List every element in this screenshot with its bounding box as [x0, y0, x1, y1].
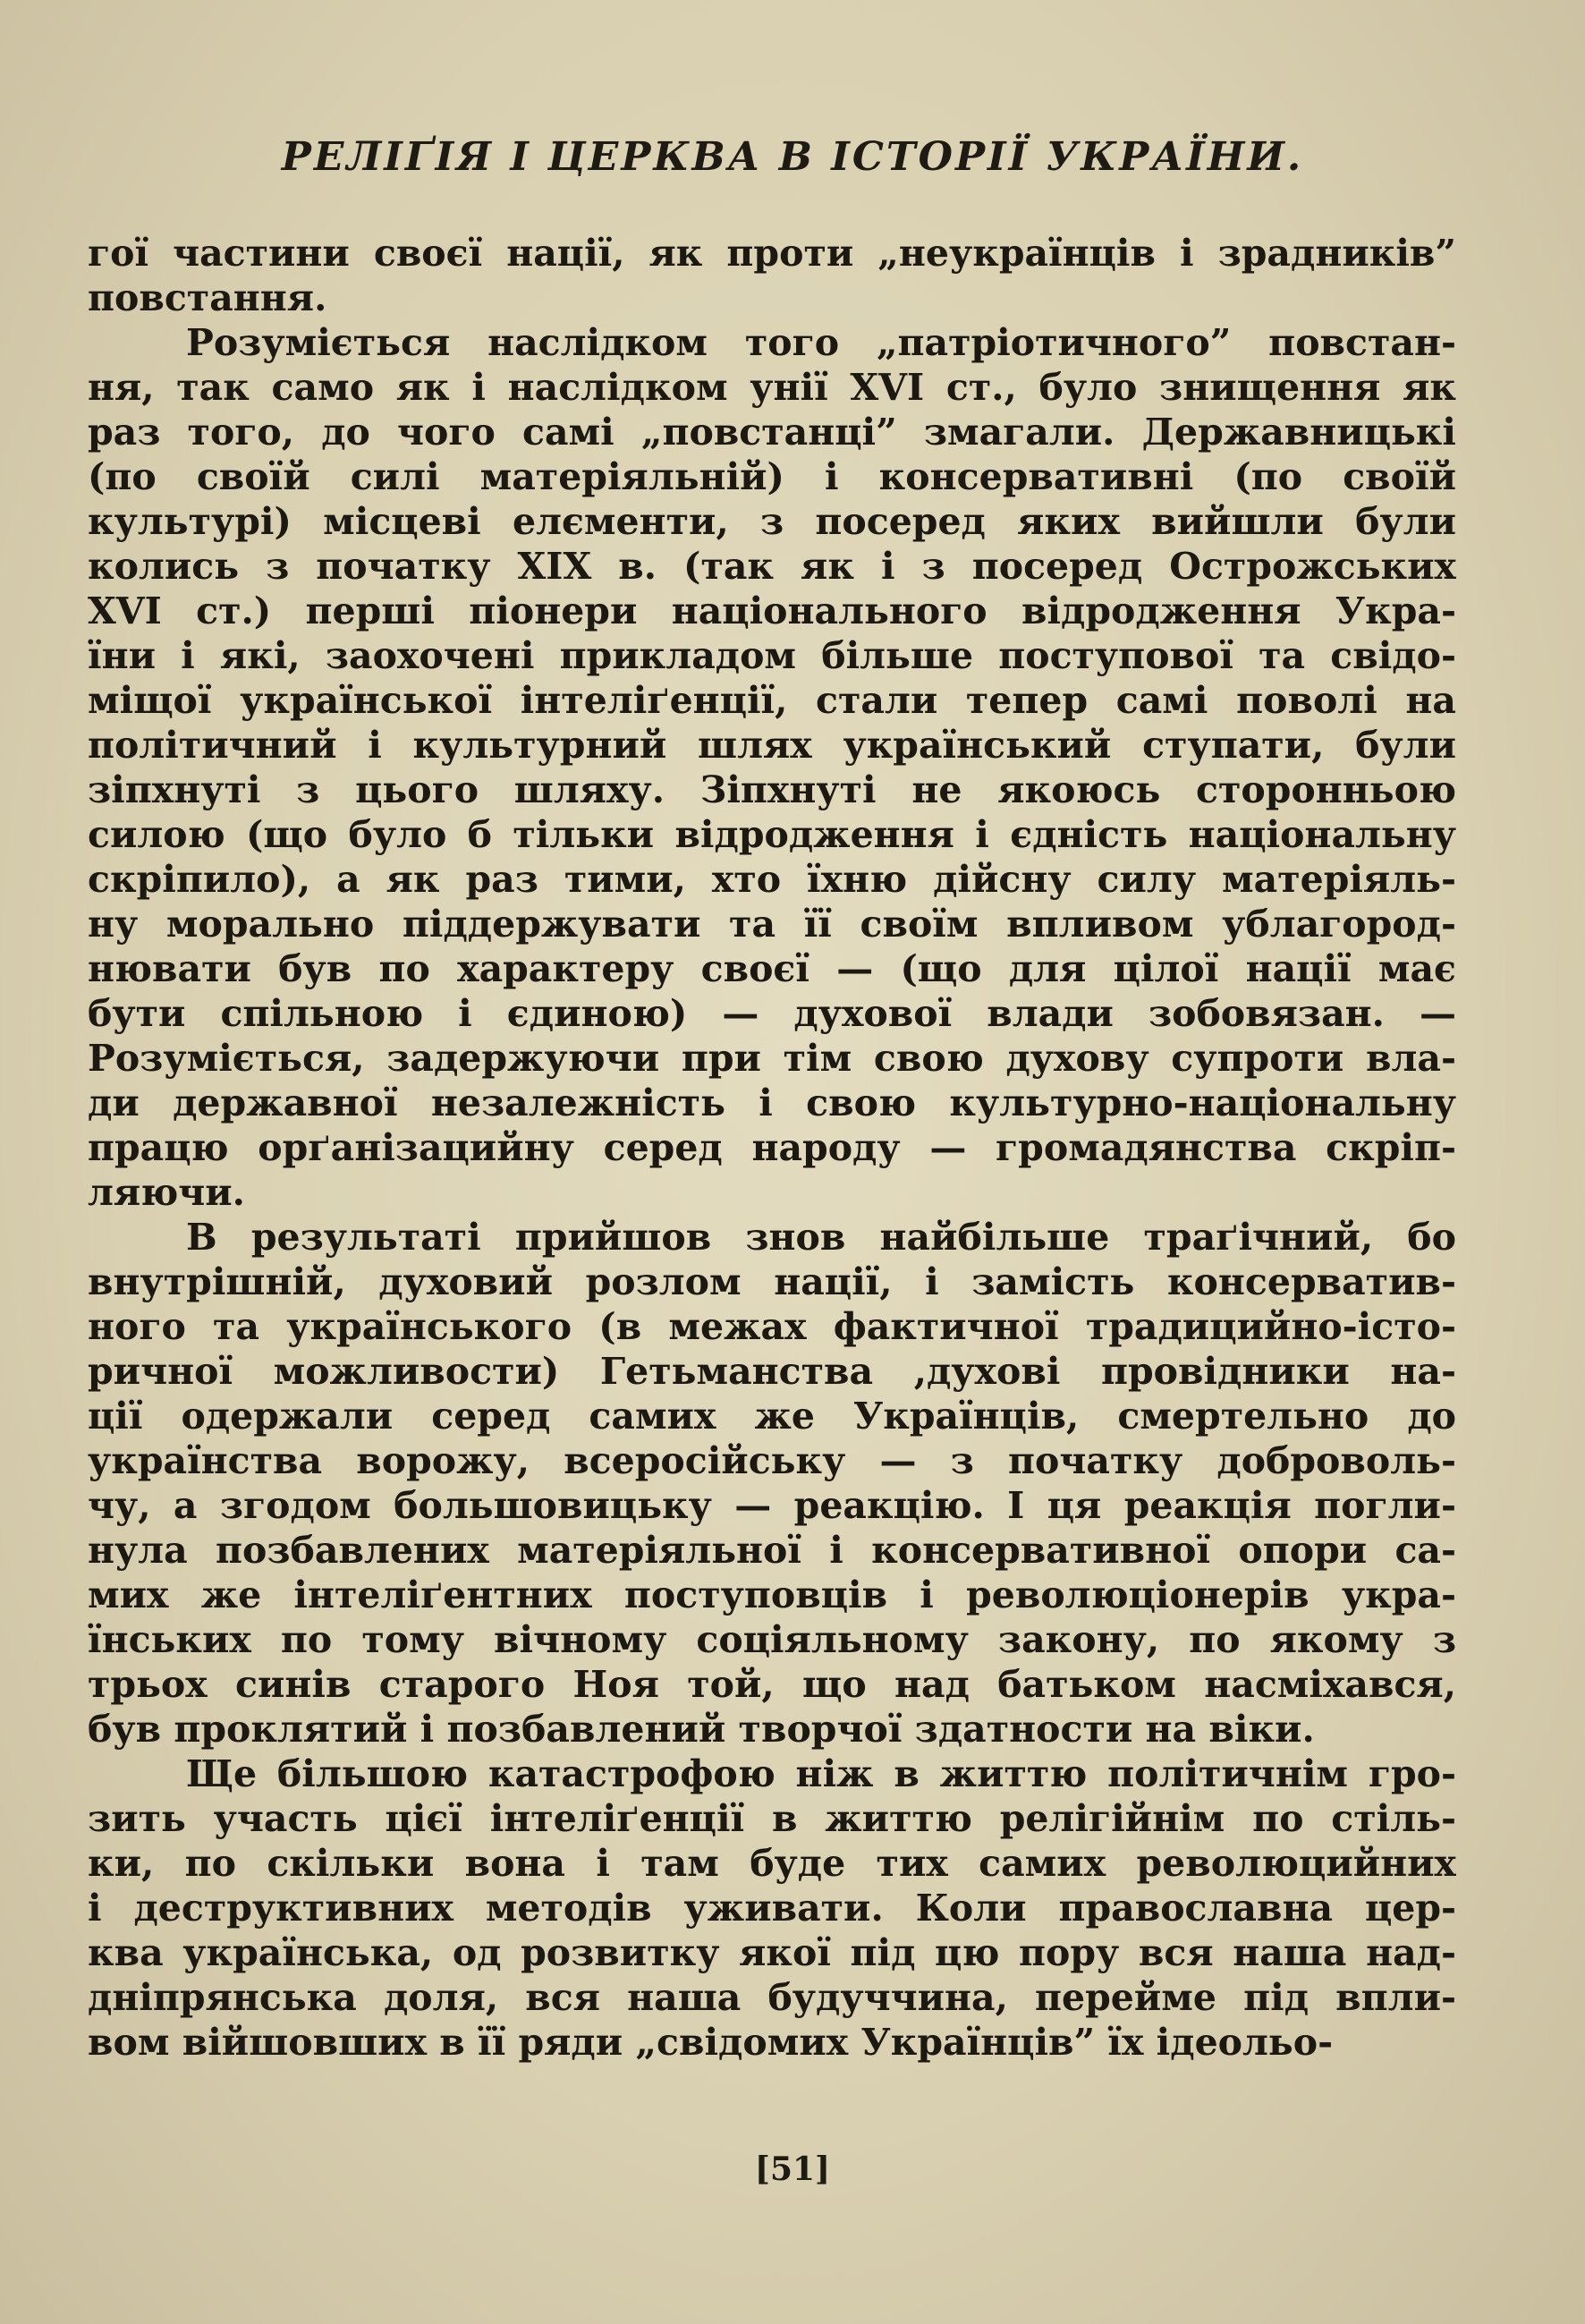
text-line: Розуміється, задержуючи при тім свою духову супроти вла- [88, 1037, 1456, 1080]
text-line: Ще більшою катастрофою ніж в життю політичнім гро- [186, 1752, 1456, 1795]
paragraph [88, 231, 1456, 320]
text-line: їни і які, заохочені прикладом більше поступової та свідо- [88, 634, 1456, 677]
text-line: зить участь цієї інтеліґенції в життю релігійнім по стіль- [88, 1797, 1456, 1840]
text-line: міщої української інтеліґенції, стали тепер самі поволі на [88, 679, 1456, 722]
text-line: ква українська, од розвитку якої під цю пору вся наша над- [88, 1931, 1456, 1974]
text-line: В результаті прийшов знов найбільше траґічний, бо [186, 1216, 1456, 1259]
text-line: гої частини своєї нації, як проти „неукраїнців і зрадників” [88, 232, 1456, 275]
paragraph [88, 1751, 1456, 2065]
text-line: вом війшовших в її ряди „свідомих Українців” їх ідеольо- [88, 2021, 1334, 2064]
paragraph [88, 320, 1456, 1215]
text-line: дніпрянська доля, вся наша будуччина, перейме під впли- [88, 1976, 1456, 2019]
text-line: повстання. [88, 276, 327, 319]
text-line: силою (що було б тільки відродження і єдність національну [88, 813, 1456, 856]
text-line: був проклятий і позбавлений творчої здатности на віки. [88, 1708, 1315, 1751]
text-line: Розуміється наслідком того „патріотичного” повстан- [186, 321, 1456, 364]
body-text [88, 231, 1456, 2065]
text-line: ки, по скільки вона і там буде тих самих революцийних [88, 1842, 1456, 1885]
text-line: XVI ст.) перші піонери національного відродження Укра- [88, 589, 1456, 632]
text-line: ляючи. [88, 1171, 245, 1214]
text-line: скріпило), а як раз тими, хто їхню дійсну силу матеріяль- [88, 858, 1456, 901]
text-line: мих же інтеліґентних поступовців і революціонерів укра- [88, 1573, 1456, 1616]
text-line: нула позбавлених матеріяльної і консервативної опори са- [88, 1529, 1456, 1572]
text-line: ричної можливости) Гетьманства ,духові провідники на- [88, 1350, 1456, 1393]
text-line: чу, а згодом большовицьку — реакцію. І ця реакція погли- [88, 1484, 1456, 1527]
text-line: нювати був по характеру своєї — (що для цілої нації має [88, 947, 1456, 990]
text-line: колись з початку XIX в. (так як і з посеред Острожських [88, 545, 1456, 588]
page-number: [51] [754, 2150, 831, 2188]
text-line: трьох синів старого Ноя той, що над батьком насміхався, [88, 1663, 1456, 1706]
text-line: їнських по тому вічному соціяльному закону, по якому з [88, 1618, 1456, 1661]
text-line: і деструктивних методів уживати. Коли православна цер- [88, 1887, 1456, 1930]
paragraph [88, 1215, 1456, 1751]
text-line: ції одержали серед самих же Українців, смертельно до [88, 1395, 1456, 1438]
text-line: ди державної незалежність і свою культурно-національну [88, 1081, 1456, 1124]
text-line: ну морально піддержувати та її своїм впливом ублагород- [88, 903, 1456, 946]
running-head: РЕЛІҐІЯ І ЦЕРКВА В ІСТОРІЇ УКРАЇНИ. [281, 134, 1304, 180]
text-line: бути спільною і єдиною) — духової влади зобовязан. — [88, 992, 1456, 1035]
text-line: внутрішній, духовий розлом нації, і замість консерватив- [88, 1260, 1456, 1303]
text-line: працю орґанізацийну серед народу — громадянства скріп- [88, 1126, 1456, 1169]
text-line: (по своїй силі матеріяльній) і консервативні (по своїй [88, 455, 1456, 498]
text-line: політичний і культурний шлях український ступати, були [88, 724, 1456, 767]
text-line: ня, так само як і наслідком унії XVI ст., було знищення як [88, 366, 1456, 409]
text-line: зіпхнуті з цього шляху. Зіпхнуті не якоюсь сторонньою [88, 768, 1456, 811]
text-line: ного та українського (в межах фактичної традицийно-істо- [88, 1305, 1456, 1348]
text-line: раз того, до чого самі „повстанці” змагали. Державницькі [88, 411, 1456, 454]
text-line: культурі) місцеві елєменти, з посеред яких вийшли були [88, 500, 1456, 543]
text-line: українства ворожу, всеросійську — з початку доброволь- [88, 1439, 1456, 1482]
